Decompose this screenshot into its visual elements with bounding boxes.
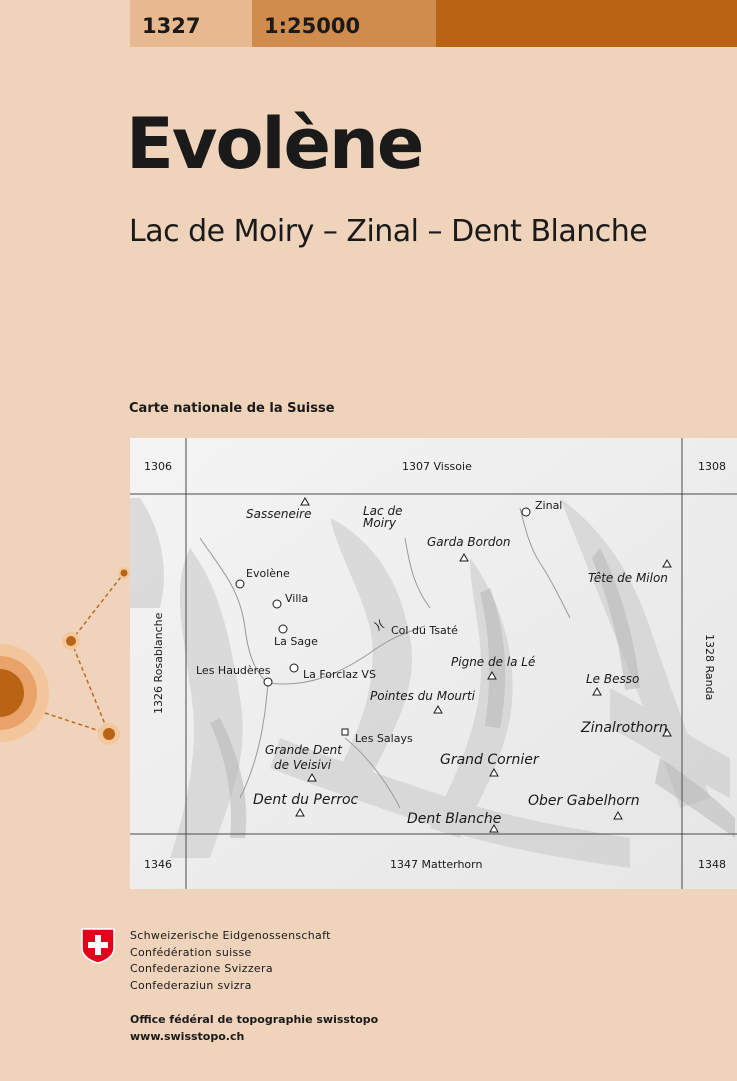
place-label: Grand Cornier xyxy=(440,752,539,768)
confederation-name-de: Schweizerische Eidgenossenschaft xyxy=(130,929,331,942)
locator-dot xyxy=(66,636,76,646)
confederation-name-rm: Confederaziun svizra xyxy=(130,978,252,992)
locator-link xyxy=(71,573,124,641)
swiss-cross-logo xyxy=(81,928,115,964)
village-icon xyxy=(264,678,272,686)
place-label: Grande Dent xyxy=(265,743,342,757)
adjacent-sheet-nw: 1306 xyxy=(144,460,172,473)
locator-dot xyxy=(103,728,115,740)
place-label: Ober Gabelhorn xyxy=(528,793,640,809)
village-icon xyxy=(279,625,287,633)
confederation-name-fr: Confédération suisse xyxy=(130,945,252,959)
place-label: Tête de Milon xyxy=(588,571,668,585)
header-band-dark xyxy=(436,0,737,47)
place-label: Zinalrothorn xyxy=(581,720,668,736)
place-label: de Veisivi xyxy=(274,758,332,772)
place-label: Villa xyxy=(285,592,309,605)
adjacent-sheet-e: 1328 Randa xyxy=(703,634,716,701)
place-label: Dent Blanche xyxy=(407,811,502,827)
place-label: Col du Tsaté xyxy=(391,624,458,637)
publisher-website[interactable]: www.swisstopo.ch xyxy=(130,1029,245,1043)
publisher-info xyxy=(130,1012,378,1045)
adjacent-sheet-ne: 1308 xyxy=(698,460,726,473)
confederation-names xyxy=(130,928,331,994)
village-icon xyxy=(522,508,530,516)
confederation-name-it: Confederazione Svizzera xyxy=(130,962,273,975)
place-label: Garda Bordon xyxy=(427,535,511,549)
location-marker-decoration xyxy=(0,560,130,750)
place-label: Le Besso xyxy=(586,672,640,686)
village-icon xyxy=(236,580,244,588)
place-label: Pigne de la Lé xyxy=(451,655,536,669)
header-band xyxy=(0,0,737,47)
village-icon xyxy=(273,600,281,608)
map-overview[interactable] xyxy=(130,438,737,889)
adjacent-sheet-n: 1307 Vissoie xyxy=(402,460,472,473)
pass-icon: )( xyxy=(372,617,387,633)
place-label: Lac de xyxy=(363,504,403,518)
place-label: La Forclaz VS xyxy=(303,668,376,681)
adjacent-sheet-se: 1348 xyxy=(698,858,726,871)
place-label: Les Salays xyxy=(355,732,413,745)
place-label: Pointes du Mourti xyxy=(370,689,475,703)
place-label: Les Haudères xyxy=(196,664,271,677)
page-subtitle: Lac de Moiry – Zinal – Dent Blanche xyxy=(129,214,648,249)
place-label: Zinal xyxy=(535,499,563,512)
adjacent-sheet-w: 1326 Rosablanche xyxy=(152,612,165,714)
sheet-number: 1327 xyxy=(142,14,201,38)
series-label: Carte nationale de la Suisse xyxy=(129,401,335,416)
place-label: Moiry xyxy=(363,516,397,530)
locator-link xyxy=(71,641,109,734)
page-title: Evolène xyxy=(126,103,423,185)
map-scale: 1:25000 xyxy=(264,14,361,38)
place-label: Evolène xyxy=(246,567,290,580)
village-icon xyxy=(290,664,298,672)
publisher-name: Office fédéral de topographie swisstopo xyxy=(130,1013,379,1026)
hut-icon xyxy=(342,729,348,735)
adjacent-sheet-sw: 1346 xyxy=(144,858,172,871)
adjacent-sheet-s: 1347 Matterhorn xyxy=(390,858,483,871)
place-label: Dent du Perroc xyxy=(253,792,359,808)
place-label: Sasseneire xyxy=(246,507,312,521)
locator-dot xyxy=(121,570,128,577)
place-label: La Sage xyxy=(274,635,318,648)
